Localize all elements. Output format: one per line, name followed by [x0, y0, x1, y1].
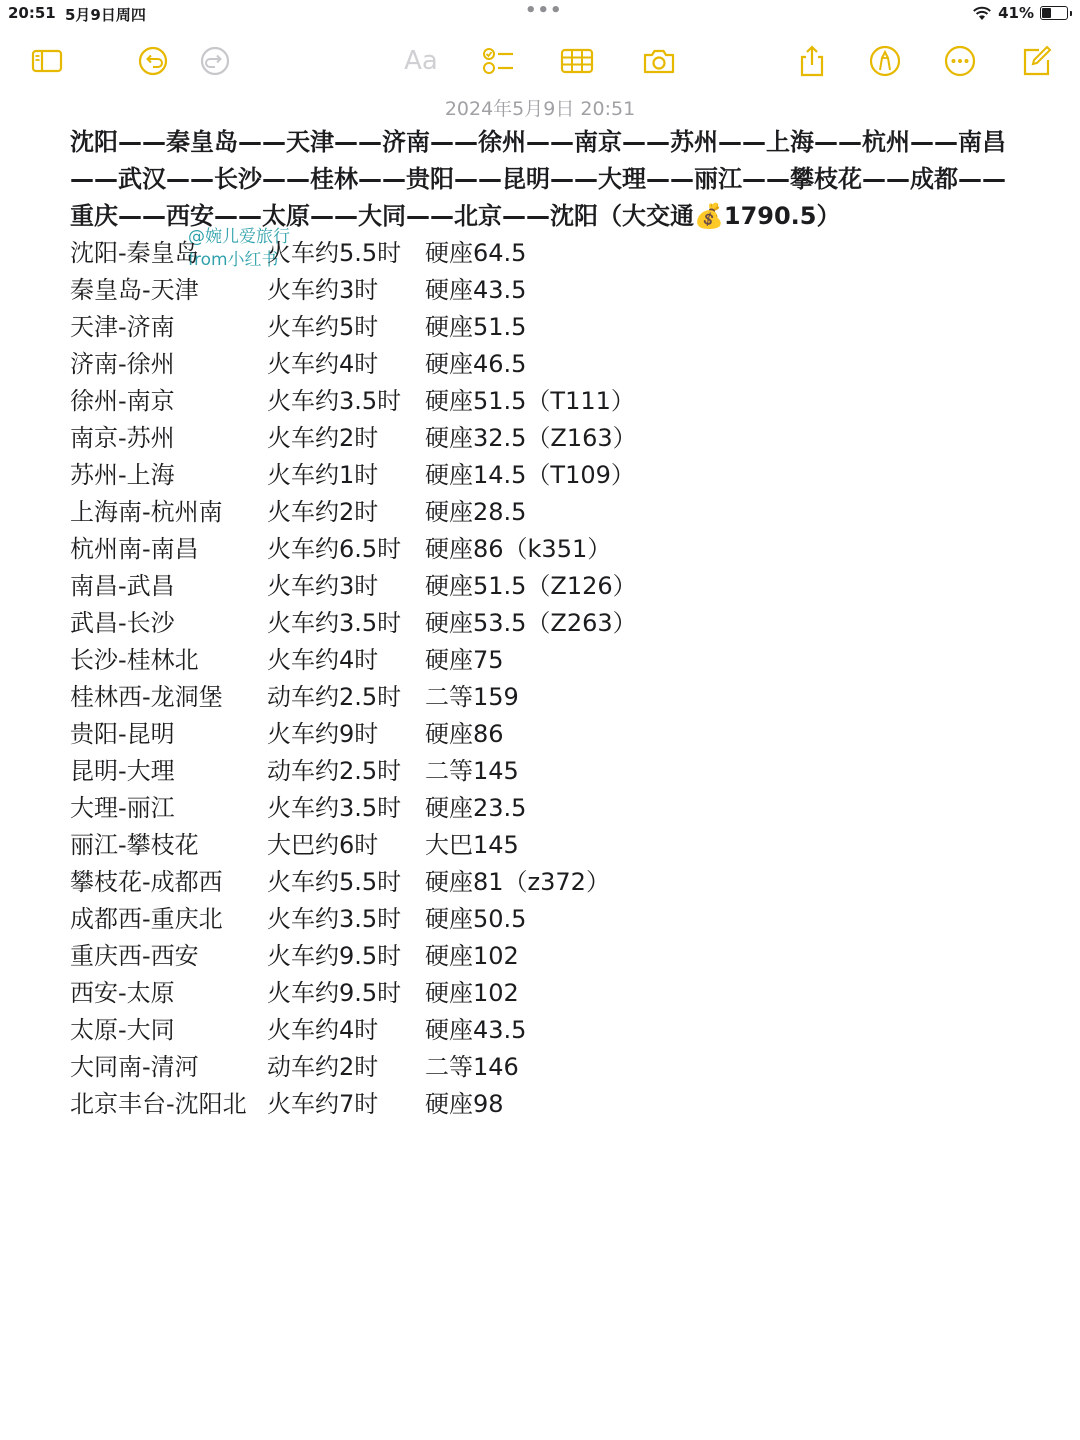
note-line[interactable]: [70, 864, 970, 901]
route-text: 南昌-武昌: [70, 572, 175, 600]
table-button[interactable]: [558, 42, 596, 80]
duration-text: 火车约6.5时: [267, 535, 402, 563]
status-bar: [0, 0, 1080, 28]
duration-text: 火车约3.5时: [267, 794, 402, 822]
watermark-line-2: from小红书: [188, 250, 279, 270]
route-text: 南京-苏州: [70, 424, 175, 452]
fare-text: 硬座102: [425, 979, 519, 1007]
compose-icon: [1019, 44, 1053, 78]
checklist-icon: [481, 44, 515, 78]
route-text: 攀枝花-成都西: [70, 868, 223, 896]
note-line[interactable]: [70, 1086, 970, 1123]
duration-text: 动车约2时: [267, 1053, 379, 1081]
fare-text: 大巴145: [425, 831, 519, 859]
route-text: 大理-丽江: [70, 794, 175, 822]
more-button[interactable]: [941, 42, 979, 80]
route-text: 苏州-上海: [70, 461, 175, 489]
note-line[interactable]: [70, 531, 970, 568]
route-text: 西安-太原: [70, 979, 175, 1007]
battery-percent: 41%: [998, 4, 1034, 22]
route-text: 武昌-长沙: [70, 609, 175, 637]
duration-text: 动车约2.5时: [267, 683, 402, 711]
duration-text: 火车约3.5时: [267, 905, 402, 933]
fare-text: 硬座86: [425, 720, 504, 748]
route-text: 贵阳-昆明: [70, 720, 175, 748]
redo-icon: [198, 44, 232, 78]
note-line[interactable]: [70, 975, 970, 1012]
note-line[interactable]: [70, 235, 970, 272]
note-title[interactable]: 沈阳——秦皇岛——天津——济南——徐州——南京——苏州——上海——杭州——南昌——武汉——长沙——桂林——贵阳——昆明——大理——丽江——攀枝花——成都——重庆——西安——太原——大同——北京——沈阳（大交通💰1790.5）: [70, 128, 1006, 230]
duration-text: 火车约3.5时: [267, 609, 402, 637]
note-line[interactable]: [70, 605, 970, 642]
fare-text: 二等159: [425, 683, 519, 711]
redo-button[interactable]: [196, 42, 234, 80]
duration-text: 火车约5时: [267, 313, 379, 341]
note-line[interactable]: [70, 938, 970, 975]
route-text: 大同南-清河: [70, 1053, 199, 1081]
note-line[interactable]: [70, 494, 970, 531]
duration-text: 火车约5.5时: [267, 239, 402, 267]
fare-text: 硬座23.5: [425, 794, 527, 822]
fare-text: 硬座86（k351）: [425, 535, 612, 563]
duration-text: 火车约4时: [267, 350, 379, 378]
duration-text: 火车约5.5时: [267, 868, 402, 896]
fare-text: 硬座43.5: [425, 276, 527, 304]
fare-text: 硬座75: [425, 646, 504, 674]
fare-text: 硬座43.5: [425, 1016, 527, 1044]
fare-text: 硬座14.5（T109）: [425, 461, 635, 489]
route-text: 长沙-桂林北: [70, 646, 199, 674]
route-text: 桂林西-龙洞堡: [70, 683, 223, 711]
checklist-button[interactable]: [479, 42, 517, 80]
watermark-line-1: @婉儿爱旅行: [188, 227, 290, 247]
duration-text: 火车约9.5时: [267, 942, 402, 970]
route-text: 秦皇岛-天津: [70, 276, 199, 304]
fare-text: 二等146: [425, 1053, 519, 1081]
note-line[interactable]: [70, 383, 970, 420]
text-format-button[interactable]: Aa: [404, 46, 438, 76]
duration-text: 火车约3.5时: [267, 387, 402, 415]
route-text: 济南-徐州: [70, 350, 175, 378]
note-line[interactable]: [70, 901, 970, 938]
fare-text: 二等145: [425, 757, 519, 785]
route-text: 天津-济南: [70, 313, 175, 341]
note-line[interactable]: [70, 346, 970, 383]
note-line[interactable]: [70, 272, 970, 309]
status-indicators: [972, 4, 1072, 22]
duration-text: 火车约1时: [267, 461, 379, 489]
route-text: 重庆西-西安: [70, 942, 199, 970]
duration-text: 火车约7时: [267, 1090, 379, 1118]
duration-text: 火车约9时: [267, 720, 379, 748]
note-line[interactable]: [70, 309, 970, 346]
fare-text: 硬座51.5: [425, 313, 527, 341]
duration-text: 火车约2时: [267, 498, 379, 526]
sidebar-icon: [30, 44, 64, 78]
note-timestamp: 2024年5月9日 20:51: [444, 98, 636, 120]
sidebar-toggle-button[interactable]: [28, 42, 66, 80]
duration-text: 火车约4时: [267, 646, 379, 674]
route-text: 杭州南-南昌: [70, 535, 199, 563]
battery-tip: [1070, 11, 1072, 16]
notes-toolbar: [0, 38, 1080, 84]
route-text: 太原-大同: [70, 1016, 175, 1044]
fare-text: 硬座98: [425, 1090, 504, 1118]
fare-text: 硬座81（z372）: [425, 868, 610, 896]
note-line[interactable]: [70, 790, 970, 827]
note-line[interactable]: [70, 753, 970, 790]
note-line[interactable]: [70, 1012, 970, 1049]
duration-text: 火车约3时: [267, 276, 379, 304]
fare-text: 硬座51.5（T111）: [425, 387, 635, 415]
note-line[interactable]: [70, 679, 970, 716]
duration-text: 火车约2时: [267, 424, 379, 452]
note-line[interactable]: [70, 420, 970, 457]
note-line[interactable]: [70, 642, 970, 679]
status-date: 5月9日周四: [65, 6, 146, 24]
battery-icon: [1040, 6, 1068, 20]
note-line[interactable]: [70, 457, 970, 494]
note-body[interactable]: [70, 235, 970, 1123]
fare-text: 硬座64.5: [425, 239, 527, 267]
compose-button[interactable]: [1017, 42, 1055, 80]
share-icon: [795, 44, 829, 78]
duration-text: 动车约2.5时: [267, 757, 402, 785]
note-line[interactable]: [70, 716, 970, 753]
note-line[interactable]: [70, 1049, 970, 1086]
camera-icon: [642, 44, 676, 78]
fare-text: 硬座102: [425, 942, 519, 970]
duration-text: 火车约9.5时: [267, 979, 402, 1007]
route-text: 北京丰台-沈阳北: [70, 1090, 247, 1118]
markup-pen-icon: [868, 44, 902, 78]
fare-text: 硬座28.5: [425, 498, 527, 526]
fare-text: 硬座51.5（Z126）: [425, 572, 637, 600]
undo-button[interactable]: [134, 42, 172, 80]
duration-text: 火车约3时: [267, 572, 379, 600]
status-time: 20:51: [8, 4, 56, 22]
route-text: 昆明-大理: [70, 757, 175, 785]
note-line[interactable]: [70, 568, 970, 605]
duration-text: 火车约4时: [267, 1016, 379, 1044]
markup-button[interactable]: [866, 42, 904, 80]
fare-text: 硬座32.5（Z163）: [425, 424, 637, 452]
route-text: 徐州-南京: [70, 387, 175, 415]
undo-icon: [136, 44, 170, 78]
wifi-icon: [972, 6, 992, 21]
camera-button[interactable]: [640, 42, 678, 80]
route-text: 成都西-重庆北: [70, 905, 223, 933]
note-line[interactable]: [70, 827, 970, 864]
fare-text: 硬座53.5（Z263）: [425, 609, 637, 637]
route-text: 丽江-攀枝花: [70, 831, 199, 859]
battery-level: [1042, 8, 1051, 18]
table-icon: [560, 44, 594, 78]
multitasking-dots-icon[interactable]: •••: [525, 0, 563, 21]
fare-text: 硬座50.5: [425, 905, 527, 933]
ellipsis-circle-icon: [943, 44, 977, 78]
route-text: 上海南-杭州南: [70, 498, 223, 526]
route-text: 沈阳-秦皇岛: [70, 239, 199, 267]
fare-text: 硬座46.5: [425, 350, 527, 378]
share-button[interactable]: [793, 42, 831, 80]
duration-text: 大巴约6时: [267, 831, 379, 859]
